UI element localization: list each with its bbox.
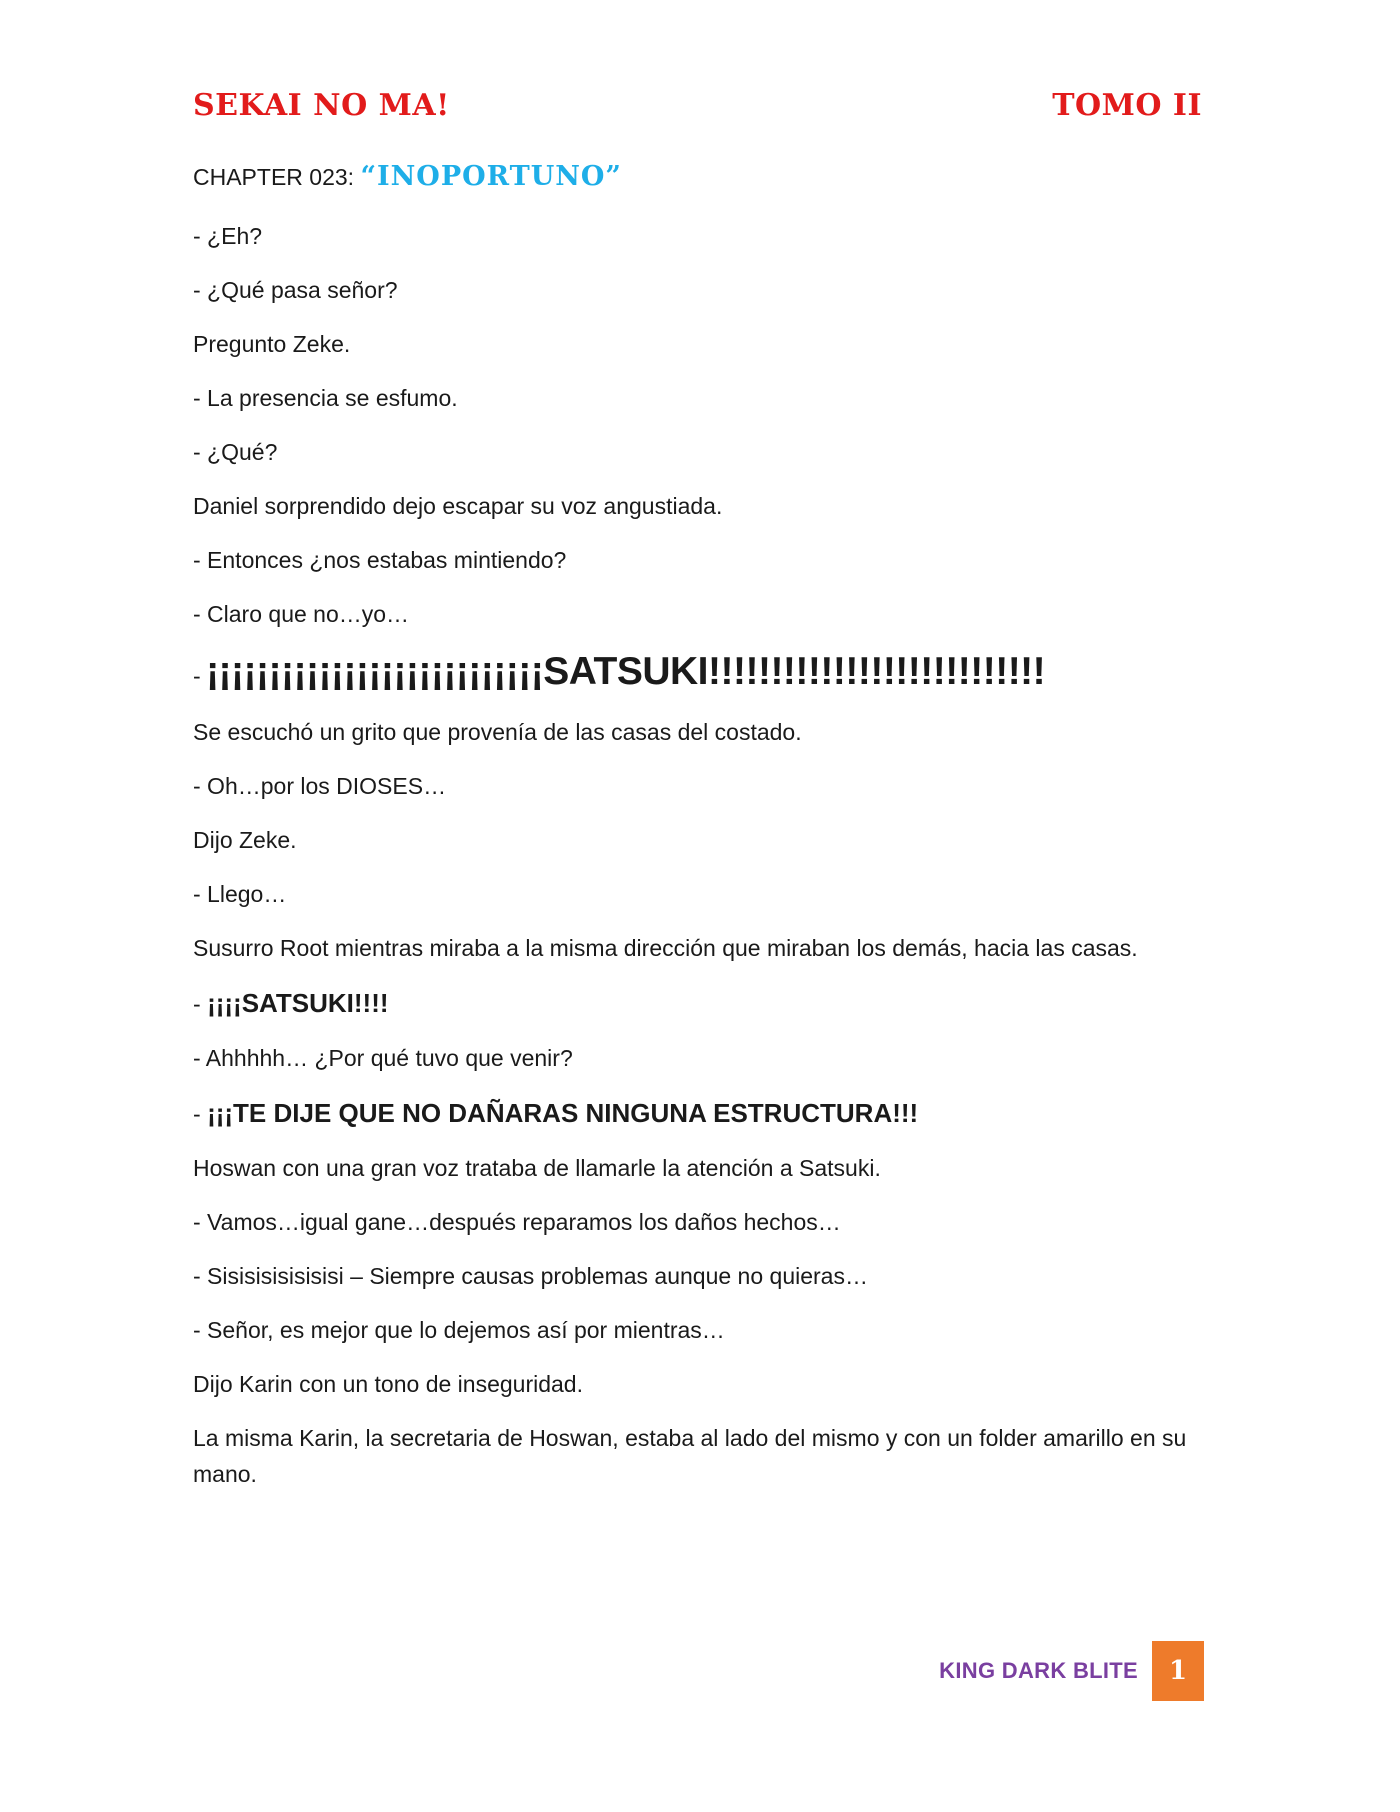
paragraph: Dijo Zeke. [193, 827, 297, 853]
paragraph: - Oh…por los DIOSES… [193, 773, 447, 799]
paragraph: - Señor, es mejor que lo dejemos así por mientras… [193, 1317, 725, 1343]
paragraph: - Entonces ¿nos estabas mintiendo? [193, 547, 567, 573]
page-number-badge: 1 [1152, 1641, 1204, 1701]
paragraph: - Ahhhhh… ¿Por qué tuvo que venir? [193, 1045, 573, 1071]
book-title: SEKAI NO MA! [193, 88, 450, 123]
chapter-name: “INOPORTUNO” [360, 161, 622, 192]
volume-title: TOMO II [1052, 88, 1202, 123]
paragraph: - ¿Qué pasa señor? [193, 277, 398, 303]
paragraph: - Vamos…igual gane…después reparamos los daños hechos… [193, 1209, 841, 1235]
paragraph: - ¿Qué? [193, 439, 278, 465]
author-name: KING DARK BLITE [939, 1658, 1138, 1683]
paragraph: - Llego… [193, 881, 287, 907]
shout-line [193, 650, 1203, 698]
page-header [193, 88, 1202, 123]
chapter-heading [193, 160, 1203, 194]
paragraph: - ¿Eh? [193, 223, 263, 249]
paragraph: - Sisisisisisisisi – Siempre causas problemas aunque no quieras… [193, 1263, 868, 1289]
dialogue-dash: - [193, 663, 207, 689]
paragraph: Susurro Root mientras miraba a la misma dirección que miraban los demás, hacia las casas. [193, 935, 1138, 961]
shout-text: ¡¡¡TE DIJE QUE NO DAÑARAS NINGUNA ESTRUCTURA!!! [207, 1098, 919, 1128]
shout-text: ¡¡¡¡¡¡¡¡¡¡¡¡¡¡¡¡¡¡¡¡¡¡¡¡¡¡¡SATSUKI!!!!!!!!!!!!!!!!!!!!!!!!!!! [206, 650, 1046, 693]
dialogue-dash: - [193, 991, 208, 1017]
shout-text: ¡¡¡¡SATSUKI!!!! [207, 988, 389, 1018]
paragraph: Dijo Karin con un tono de inseguridad. [193, 1371, 583, 1397]
paragraph: Hoswan con una gran voz trataba de llamarle la atención a Satsuki. [193, 1155, 881, 1181]
page-footer [939, 1641, 1204, 1701]
paragraph: - Claro que no…yo… [193, 601, 410, 627]
shout-line [193, 984, 1203, 1023]
page-body [193, 160, 1203, 1510]
paragraph: Daniel sorprendido dejo escapar su voz angustiada. [193, 493, 723, 519]
paragraph: Se escuchó un grito que provenía de las casas del costado. [193, 719, 802, 745]
paragraph: La misma Karin, la secretaria de Hoswan, estaba al lado del mismo y con un folder amarillo en su mano. [193, 1425, 1187, 1487]
paragraph: - La presencia se esfumo. [193, 385, 458, 411]
chapter-label: CHAPTER 023: [193, 164, 361, 190]
shout-line [193, 1094, 1203, 1133]
dialogue-dash: - [193, 1101, 208, 1127]
paragraph: Pregunto Zeke. [193, 331, 351, 357]
